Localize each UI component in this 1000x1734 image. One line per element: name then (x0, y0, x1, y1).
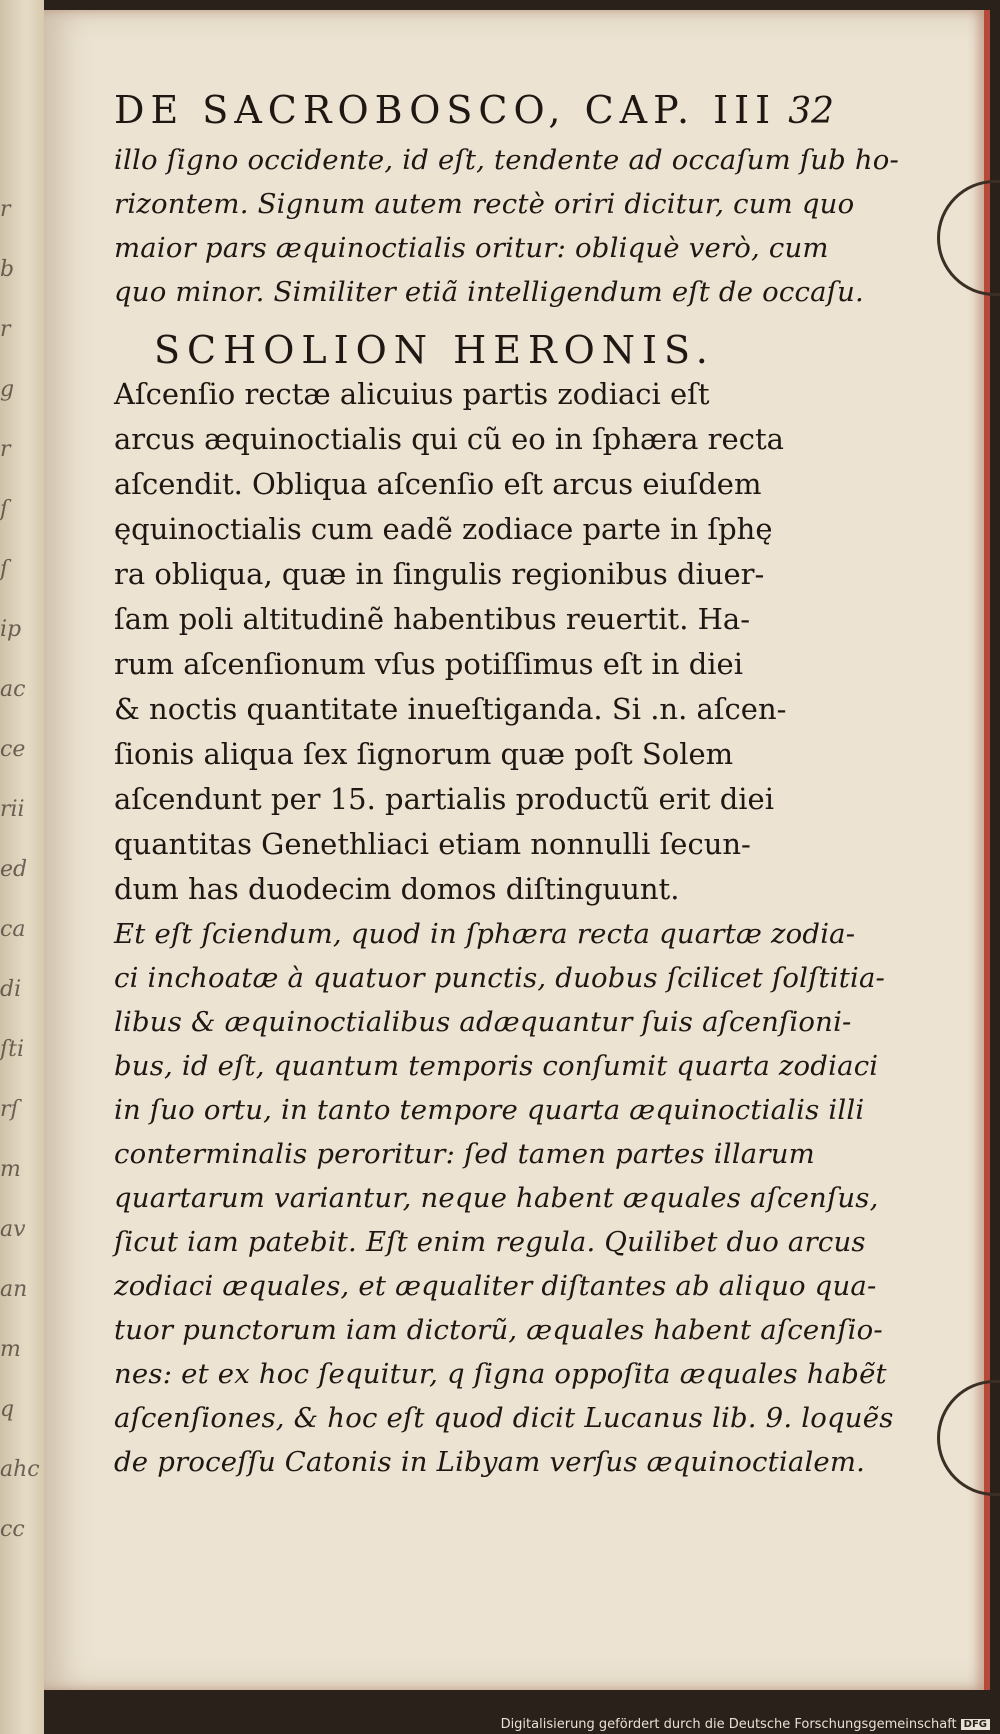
text-line: ra obliqua, quæ in ſingulis regionibus diuer- (114, 557, 765, 591)
text-line: nes: et ex hoc ſequitur, q ſigna oppoſita æquales habẽt (114, 1358, 887, 1390)
text-line: in ſuo ortu, in tanto tempore quarta æquinoctialis illi (114, 1094, 865, 1126)
margin-fragment: ahc (0, 1457, 40, 1482)
margin-fragment: rii (0, 797, 25, 822)
margin-fragment: an (0, 1277, 28, 1302)
text-line: quo minor. Similiter etiã intelligendum eſt de occaſu. (114, 276, 864, 308)
margin-fragment: b (0, 257, 15, 282)
paragraph-1 (114, 138, 899, 314)
text-line: dum has duodecim domos diſtinguunt. (114, 872, 680, 906)
text-line: ſam poli altitudinẽ habentibus reuertit. Ha- (114, 602, 751, 636)
text-line: ſionis aliqua ſex ſignorum quæ poſt Solem (114, 737, 734, 771)
text-line: maior pars æquinoctialis oritur: obliquè verò, cum (114, 232, 829, 264)
credit-text: Digitalisierung gefördert durch die Deutsche Forschungsgemeinschaft (500, 1717, 957, 1732)
margin-fragment: g (0, 377, 15, 402)
text-line: quantitas Genethliaci etiam nonnulli ſecun- (114, 827, 751, 861)
text-line: bus, id eſt, quantum temporis conſumit quarta zodiaci (114, 1050, 879, 1082)
margin-fragment: m (0, 1337, 21, 1362)
book-page (44, 10, 990, 1690)
text-line: Et eſt ſciendum, quod in ſphæra recta quartæ zodia- (114, 918, 856, 950)
margin-fragment: r (0, 317, 11, 342)
text-line: illo ſigno occidente, id eſt, tendente ad occaſum ſub ho- (114, 144, 900, 176)
digitization-credit (501, 1717, 990, 1732)
text-line: de proceſſu Catonis in Libyam verſus æquinoctialem. (114, 1446, 866, 1478)
margin-fragment: ip (0, 617, 22, 642)
text-line: libus & æquinoctialibus adæquantur ſuis aſcenſioni- (114, 1006, 852, 1038)
paragraph-2 (114, 912, 894, 1484)
margin-fragment: q (0, 1397, 15, 1422)
running-header (114, 88, 834, 132)
text-line: aſcendunt per 15. partialis productũ erit diei (114, 782, 774, 816)
margin-fragment: ſ (0, 497, 9, 522)
margin-fragment: r (0, 437, 11, 462)
scholion-text (114, 372, 786, 912)
text-line: & noctis quantitate inueſtiganda. Si .n. aſcen- (114, 692, 787, 726)
text-line: ęquinoctialis cum eadẽ zodiace parte in ſphę (114, 512, 773, 546)
text-line: tuor punctorum iam dictorũ, æquales habent aſcenſio- (114, 1314, 883, 1346)
margin-fragment: ſti (0, 1037, 25, 1062)
margin-fragment: r (0, 197, 11, 222)
text-line: arcus æquinoctialis qui cũ eo in ſphæra recta (114, 422, 784, 456)
section-heading: SCHOLION HERONIS. (154, 328, 715, 372)
text-line: ci inchoatæ à quatuor punctis, duobus ſcilicet ſolſtitia- (114, 962, 886, 994)
margin-fragment: ſ (0, 557, 9, 582)
margin-fragment: ca (0, 917, 26, 942)
text-line: rizontem. Signum autem rectè oriri dicitur, cum quo (114, 188, 855, 220)
text-line: ſicut iam patebit. Eſt enim regula. Quilibet duo arcus (114, 1226, 866, 1258)
margin-fragment: rſ (0, 1097, 19, 1122)
margin-fragment: cc (0, 1517, 25, 1542)
margin-fragment: ac (0, 677, 26, 702)
text-line: conterminalis peroritur: ſed tamen partes illarum (114, 1138, 815, 1170)
margin-fragments (0, 180, 40, 1542)
text-line: quartarum variantur, neque habent æquales aſcenſus, (114, 1182, 879, 1214)
margin-fragment: av (0, 1217, 26, 1242)
text-line: rum aſcenſionum vſus potiſſimus eſt in diei (114, 647, 743, 681)
running-title: DE SACROBOSCO, CAP. III (114, 88, 777, 132)
text-line: aſcenſiones, & hoc eſt quod dicit Lucanus lib. 9. loquẽs (114, 1402, 894, 1434)
margin-fragment: ed (0, 857, 28, 882)
text-line: aſcendit. Obliqua aſcenſio eſt arcus eiuſdem (114, 467, 762, 501)
margin-fragment: ce (0, 737, 26, 762)
dfg-logo: DFG (961, 1719, 990, 1730)
margin-fragment: di (0, 977, 22, 1002)
text-line: Aſcenſio rectæ alicuius partis zodiaci eſt (114, 377, 710, 411)
margin-fragment: m (0, 1157, 21, 1182)
text-line: zodiaci æquales, et æqualiter diſtantes ab aliquo qua- (114, 1270, 877, 1302)
folio-number: 32 (788, 91, 834, 132)
